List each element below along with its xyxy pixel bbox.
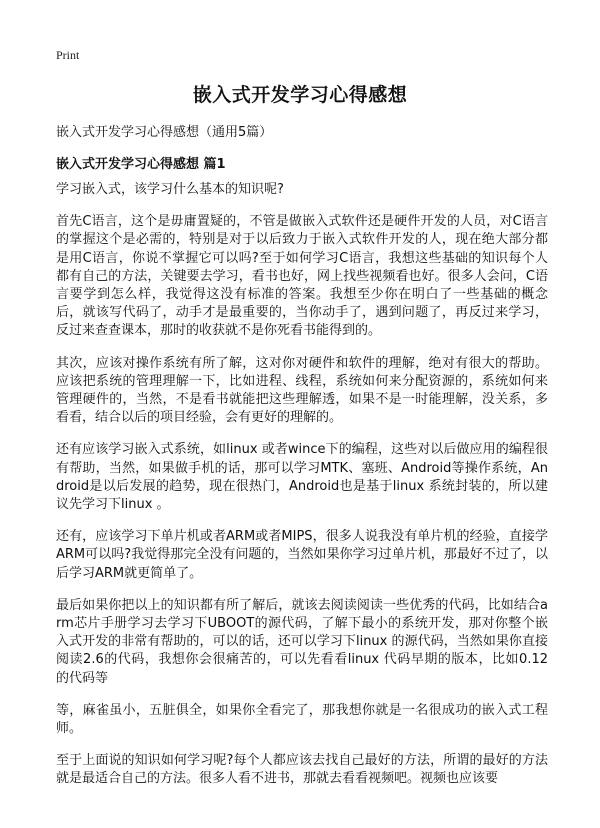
paragraph: 至于上面说的知识如何学习呢?每个人都应该去找自己最好的方法，所谓的最好的方法就是最适合自己的方法。很多人看不进书，那就去看看视频吧。视频也应该要 (56, 753, 548, 787)
document-subtitle: 嵌入式开发学习心得感想（通用5篇） (56, 125, 273, 140)
paragraph: 最后如果你把以上的知识都有所了解后，就该去阅读阅读一些优秀的代码，比如结合arm芯片手册学习去学习下UBOOT的源代码，了解下最小的系统开发，那对你整个嵌入式开发的非常有帮助的，可以的话，还可以学习下linux 的源代码，当然如果你直接阅读2.6的代码，我想你会很痛苦的，可以先看看linux 代码早期的版本，比如0.12 的代码等 (56, 597, 548, 686)
paragraph: 首先C语言，这个是毋庸置疑的，不管是做嵌入式软件还是硬件开发的人员，对C语言的掌握这个是必需的，特别是对于以后致力于嵌入式软件开发的人，现在绝大部分都是用C语言，你说不掌握它可以吗?至于如何学习C语言，我想这些基础的知识每个人都有自己的方法，关键要去学习，看书也好，网上找些视频看也好。很多人会问，C语言要学到怎么样，我觉得这没有标准的答案。我想至少你在明白了一些基础的概念后，就该写代码了，动手才是最重要的，当你动手了，遇到问题了，再反过来学习，反过来查查课本，那时的收获就不是你死看书能得到的。 (56, 214, 548, 339)
paragraph: 等，麻雀虽小，五脏俱全，如果你全看完了，那我想你就是一名很成功的嵌入式工程师。 (56, 702, 548, 737)
section-heading: 嵌入式开发学习心得感想 篇1 (56, 157, 226, 172)
page-title: 嵌入式开发学习心得感想 (192, 84, 408, 106)
paragraph: 其次，应该对操作系统有所了解，这对你对硬件和软件的理解，绝对有很大的帮助。应该把系统的管理理解一下，比如进程、线程，系统如何来分配资源的，系统如何来管理硬件的，当然，不是看书就能把这些理解透，如果不是一时能理解，没关系，多看看，结合以后的项目经验，会有更好的理解的。 (56, 355, 548, 426)
print-link[interactable]: Print (56, 48, 80, 62)
paragraph: 学习嵌入式，该学习什么基本的知识呢? (56, 182, 284, 197)
paragraph: 还有，应该学习下单片机或者ARM或者MIPS，很多人说我没有单片机的经验，直接学ARM可以吗?我觉得那完全没有问题的，当然如果你学习过单片机，那最好不过了，以后学习ARM就更简单了。 (56, 529, 548, 581)
article-body (56, 181, 548, 803)
paragraph: 还有应该学习嵌入式系统，如linux 或者wince下的编程，这些对以后做应用的编程很有帮助，当然，如果做手机的话，那可以学习MTK、塞班、Android等操作系统，Android是以后发展的趋势，现在很热门，Android也是基于linux 系统封装的，所以建议先学习下linux 。 (56, 442, 548, 513)
